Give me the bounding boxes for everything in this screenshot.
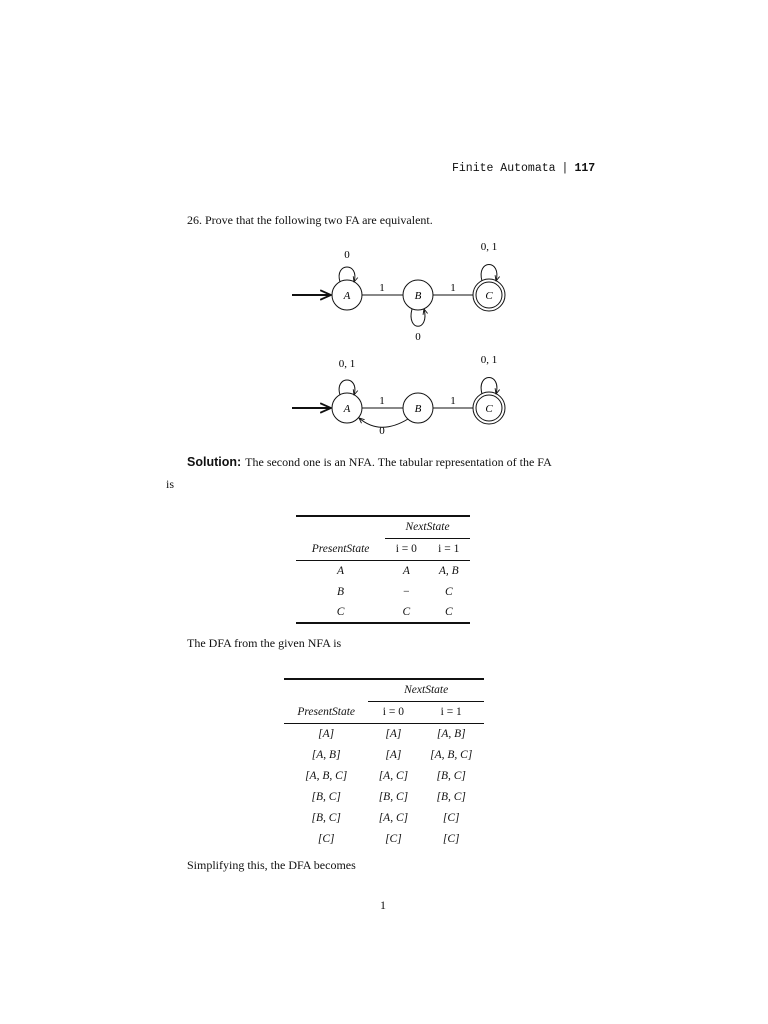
fa2-state-b-label: B <box>414 403 422 415</box>
nfa-row-i1: A, B <box>438 564 459 577</box>
fa2-state-c-label: C <box>485 403 493 415</box>
solution-text: The second one is an NFA. The tabular representation of the FA <box>245 455 552 469</box>
solution-continuation: is <box>166 477 175 491</box>
dfa-row-i1: [B, C] <box>436 769 466 782</box>
dfa-row-i1: [C] <box>442 811 460 824</box>
dfa-row-state: [B, C] <box>311 811 341 824</box>
fa1-self-loop-b <box>411 309 425 326</box>
nfa-present-state-header: PresentState <box>296 538 385 560</box>
table-row <box>284 744 484 765</box>
dfa-row-i1: [A, B] <box>436 727 466 740</box>
dfa-row-i0: [B, C] <box>378 790 409 803</box>
nfa-transition-table <box>296 515 470 624</box>
nfa-row-i1: C <box>444 585 453 598</box>
fa1-self-loop-a-label: 0 <box>344 249 350 261</box>
fa1-self-loop-c-label: 0, 1 <box>480 241 498 253</box>
table-row <box>284 807 484 828</box>
fa1-state-b-label: B <box>414 290 422 302</box>
fa1-self-loop-b-label: 0 <box>415 331 421 343</box>
dfa-row-i0: [A, C] <box>378 769 409 782</box>
dfa-present-state-header: PresentState <box>284 701 368 723</box>
nfa-row-state: A <box>337 564 345 577</box>
header-section: Finite Automata <box>452 162 556 175</box>
table-row <box>296 560 470 581</box>
fa2-edge-a-b-label: 1 <box>379 395 385 407</box>
table-row <box>296 581 470 602</box>
dfa-row-i1: [A, B, C] <box>430 748 473 761</box>
header-page-number: 117 <box>574 162 596 175</box>
table-row <box>284 723 484 744</box>
fa1-state-a-label: A <box>343 290 351 302</box>
header-separator: | <box>561 162 569 175</box>
dfa-row-i0: [A, C] <box>378 811 409 824</box>
nfa-row-state: B <box>337 585 345 598</box>
table-row <box>284 765 484 786</box>
dfa-row-i1: [C] <box>442 832 460 845</box>
solution-paragraph <box>187 455 552 470</box>
dfa-row-state: [B, C] <box>311 790 341 803</box>
table-row <box>296 602 470 623</box>
dfa-intro-text: The DFA from the given NFA is <box>187 636 342 650</box>
question-text: 26. Prove that the following two FA are equivalent. <box>187 213 433 227</box>
simplify-text: Simplifying this, the DFA becomes <box>187 858 356 872</box>
fa1-edge-b-c-label: 1 <box>450 282 456 294</box>
fa2-edge-b-c-label: 1 <box>450 395 456 407</box>
fa2-self-loop-a-label: 0, 1 <box>338 358 356 370</box>
dfa-row-i0: [A] <box>385 748 402 761</box>
fa2-state-a-label: A <box>343 403 351 415</box>
table-row <box>284 786 484 807</box>
fa2-self-loop-c-label: 0, 1 <box>480 354 498 366</box>
nfa-row-i1: C <box>428 602 470 623</box>
fa1-diagram <box>292 241 505 343</box>
dfa-row-i0: [C] <box>385 832 402 845</box>
page-number: 1 <box>380 898 386 912</box>
dfa-row-i0: [A] <box>385 727 402 740</box>
dfa-row-state: [A, B] <box>311 748 341 761</box>
nfa-row-i0: − <box>403 585 410 598</box>
table-row <box>284 828 484 849</box>
nfa-row-i0: A <box>402 564 410 577</box>
dfa-row-state: [A] <box>318 727 335 740</box>
dfa-row-i1: [B, C] <box>436 790 466 803</box>
nfa-row-state: C <box>296 602 385 623</box>
dfa-row-state: [C] <box>317 832 335 845</box>
dfa-transition-table <box>284 678 484 849</box>
fa1-state-c-label: C <box>485 290 493 302</box>
nfa-col-i1-header: i = 1 <box>428 538 470 560</box>
nfa-row-i0: C <box>385 602 427 623</box>
nfa-next-state-header: NextState <box>385 516 470 538</box>
dfa-col-i1-header: i = 1 <box>418 701 484 723</box>
solution-label: Solution: <box>187 455 242 469</box>
fa2-edge-b-a-label: 0 <box>379 425 385 437</box>
fa1-edge-a-b-label: 1 <box>379 282 385 294</box>
fa2-diagram <box>292 354 505 437</box>
dfa-col-i0-header: i = 0 <box>368 701 418 723</box>
dfa-row-state: [A, B, C] <box>305 769 348 782</box>
nfa-col-i0-header: i = 0 <box>385 538 427 560</box>
dfa-next-state-header: NextState <box>368 679 484 701</box>
